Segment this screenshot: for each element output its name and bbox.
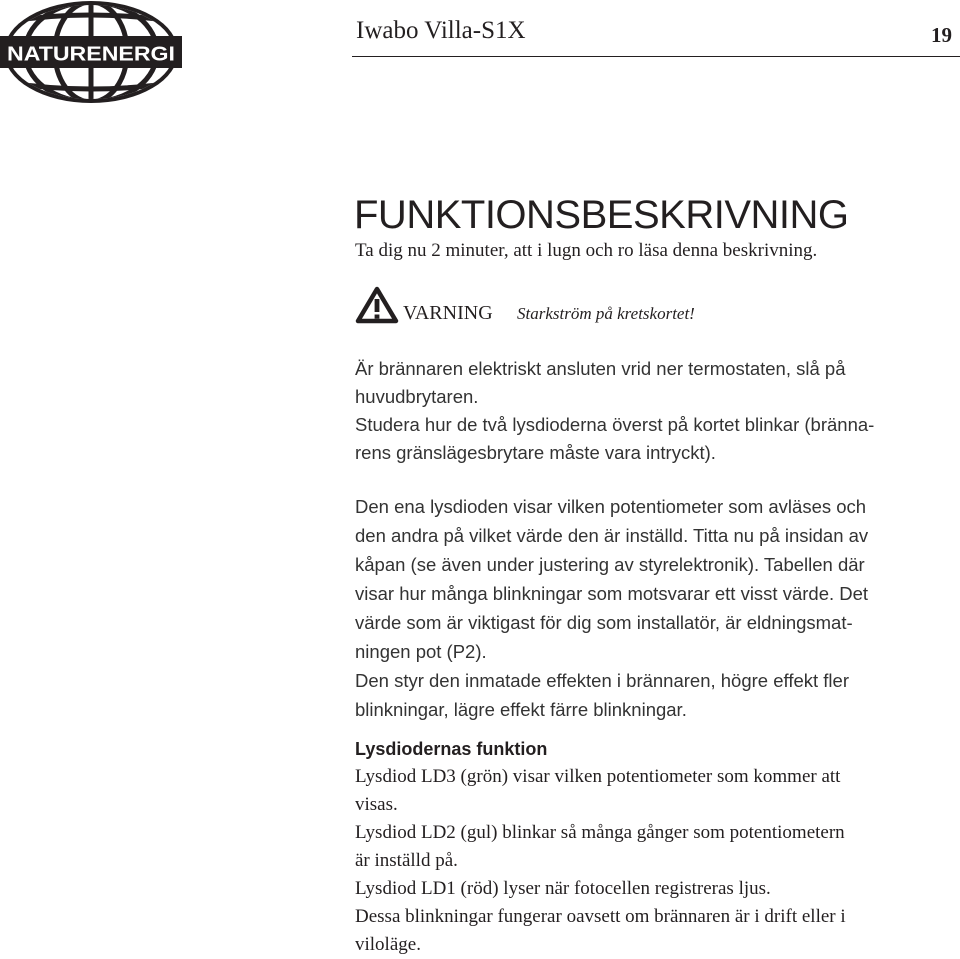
section-line: Lysdiod LD1 (röd) lyser när fotocellen registreras ljus.: [355, 878, 771, 899]
naturenergi-logo: [0, 0, 182, 104]
section-line: Dessa blinkningar fungerar oavsett om brännaren är i drift eller i: [355, 906, 846, 927]
section-line: Lysdiod LD2 (gul) blinkar så många gånger som potentiometern: [355, 822, 845, 843]
logo-text: NATURENERGI: [7, 42, 175, 66]
section-line: är inställd på.: [355, 850, 458, 871]
warning-label: VARNING: [403, 302, 493, 324]
intro-text: Ta dig nu 2 minuter, att i lugn och ro läsa denna beskrivning.: [355, 240, 818, 261]
page-heading: FUNKTIONSBESKRIVNING: [354, 192, 849, 237]
intro-paragraph: [355, 237, 950, 265]
paragraph-2-line: blinkningar, lägre effekt färre blinkningar.: [355, 699, 687, 720]
document-title: Iwabo Villa-S1X: [356, 17, 526, 44]
paragraph-1: [355, 355, 950, 467]
globe-logo-graphic: [0, 0, 182, 104]
warning-text: Starkström på kretskortet!: [517, 304, 695, 323]
paragraph-2: [355, 492, 950, 724]
paragraph-2-line: den andra på vilket värde den är inställd. Titta nu på insidan av: [355, 525, 869, 546]
paragraph-2-line: kåpan (se även under justering av styrelektronik). Tabellen där: [355, 554, 865, 575]
paragraph-1-line: Är brännaren elektriskt ansluten vrid ner termostaten, slå på: [355, 358, 846, 379]
paragraph-2-line: värde som är viktigast för dig som installatör, är eldningsmat-: [355, 612, 853, 633]
led-function-section: [355, 763, 950, 959]
page-number: 19: [931, 23, 952, 47]
paragraph-2-line: ningen pot (P2).: [355, 641, 487, 662]
section-line: visas.: [355, 794, 398, 815]
paragraph-2-line: visar hur många blinkningar som motsvarar ett visst värde. Det: [355, 583, 869, 604]
warning-triangle-icon: [355, 286, 399, 324]
paragraph-1-line: rens gränslägesbrytare måste vara intryckt).: [355, 442, 716, 463]
paragraph-2-line: Den ena lysdioden visar vilken potentiometer som avläses och: [355, 496, 867, 517]
paragraph-2-line: Den styr den inmatade effekten i brännaren, högre effekt fler: [355, 670, 849, 691]
section-line: viloläge.: [355, 934, 421, 955]
section-line: Lysdiod LD3 (grön) visar vilken potentiometer som kommer att: [355, 766, 841, 787]
paragraph-1-line: Studera hur de två lysdioderna överst på kortet blinkar (bränna-: [355, 414, 875, 435]
section-heading: Lysdiodernas funktion: [355, 739, 548, 759]
paragraph-1-line: huvudbrytaren.: [355, 386, 479, 407]
header-divider: [352, 56, 960, 57]
